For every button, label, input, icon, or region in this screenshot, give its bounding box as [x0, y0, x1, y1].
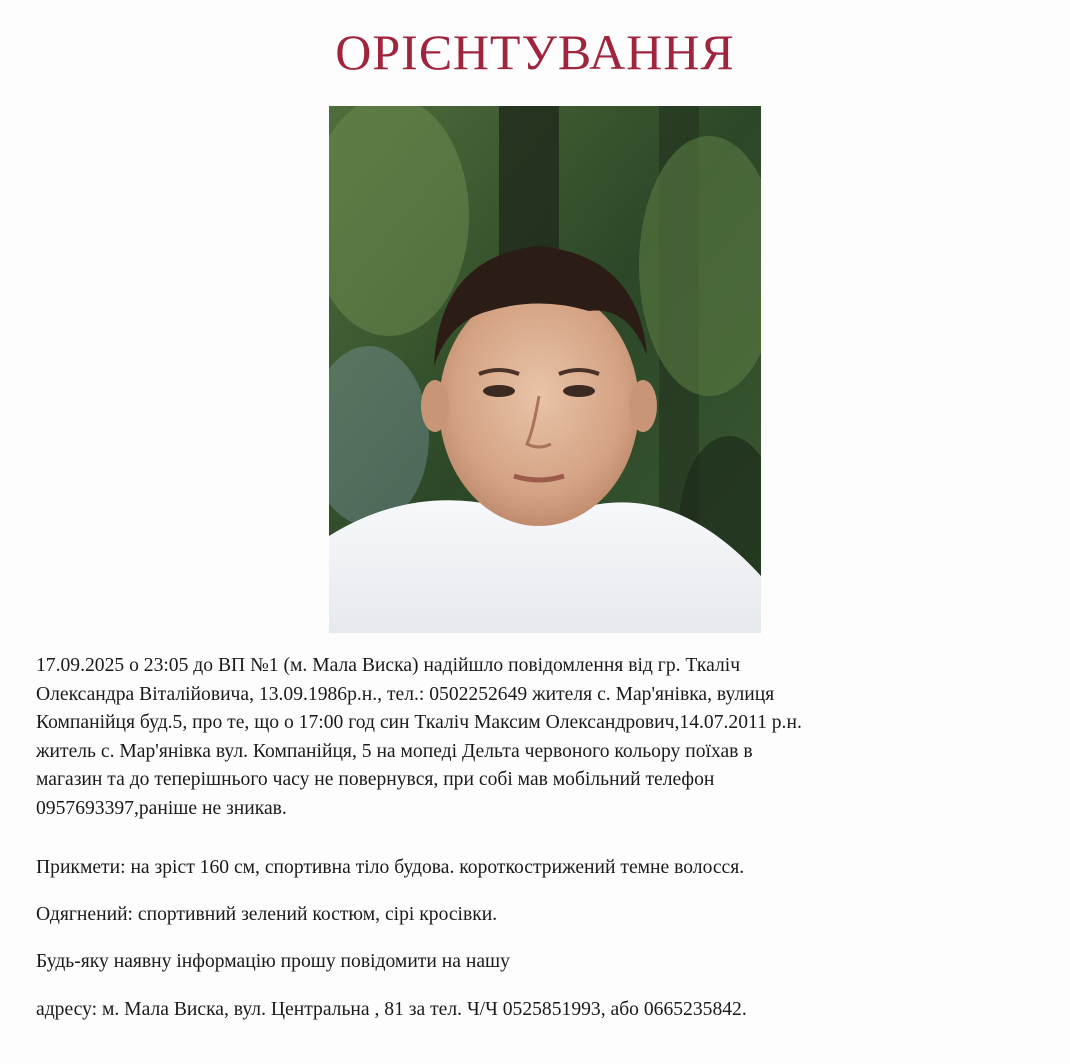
report-line: 0957693397,раніше не зникав.	[36, 797, 287, 819]
request-paragraph: Будь-яку наявну інформацію прошу повідомити на нашу	[36, 951, 510, 972]
features-paragraph: Прикмети: на зріст 160 см, спортивна тіло будова. короткострижений темне волосся.	[36, 857, 745, 878]
address-paragraph: адресу: м. Мала Виска, вул. Центральна , 81 за тел. Ч/Ч 0525851993, або 0665235842.	[36, 999, 747, 1020]
report-line: 17.09.2025 о 23:05 до ВП №1 (м. Мала Виска) надійшло повідомлення від гр. Ткаліч	[36, 655, 741, 676]
report-line: житель с. Мар'янівка вул. Компанійця, 5 на мопеді Дельта червоного кольору поїхав в	[36, 740, 753, 762]
report-line: Олександра Віталійовича, 13.09.1986р.н., тел.: 0502252649 жителя с. Мар'янівка, вулиця	[36, 683, 775, 705]
missing-person-photo	[329, 106, 761, 633]
clothing-paragraph: Одягнений: спортивний зелений костюм, сірі кросівки.	[36, 904, 498, 925]
report-paragraph	[36, 652, 1046, 824]
report-line: Компанійця буд.5, про те, що о 17:00 год син Ткаліч Максим Олександрович,14.07.2011 р.н.	[36, 712, 802, 734]
report-line: магазин та до теперішнього часу не повернувся, при собі мав мобільний телефон	[36, 769, 715, 791]
page-title: ОРІЄНТУВАННЯ	[335, 24, 735, 80]
